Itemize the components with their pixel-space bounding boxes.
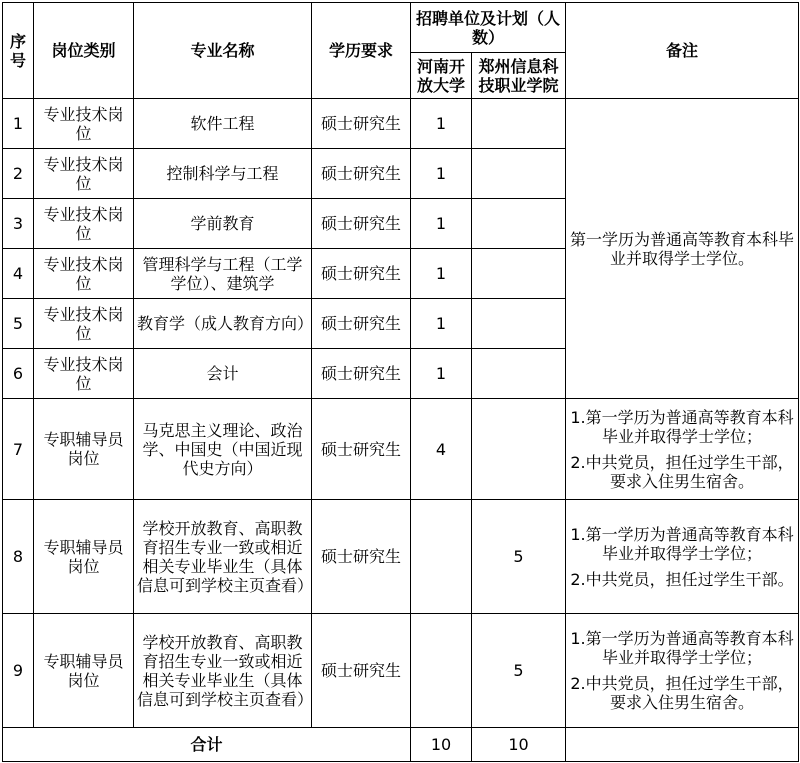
row-no: 3 [3, 199, 34, 249]
header-major: 专业名称 [134, 3, 312, 99]
row-major: 马克思主义理论、政治学、中国史（中国近现代史方向） [134, 399, 312, 500]
remarks-row-8 [566, 500, 799, 614]
row-education: 硕士研究生 [312, 149, 411, 199]
remarks-group-1-6: 第一学历为普通高等教育本科毕业并取得学士学位。 [566, 99, 799, 399]
row-no: 9 [3, 614, 34, 728]
row-no: 5 [3, 299, 34, 349]
row-unit-2-count [472, 399, 566, 500]
row-major: 学校开放教育、高职教育招生专业一致或相近相关专业毕业生（具体信息可到学校主页查看） [134, 500, 312, 614]
row-unit-1-count: 1 [411, 149, 472, 199]
row-major: 学校开放教育、高职教育招生专业一致或相近相关专业毕业生（具体信息可到学校主页查看） [134, 614, 312, 728]
row-category: 专职辅导员岗位 [34, 399, 134, 500]
remarks-line: 2.中共党员，担任过学生干部，要求入住男生宿舍。 [570, 452, 794, 491]
row-no: 6 [3, 349, 34, 399]
table-row [3, 399, 799, 500]
row-unit-1-count [411, 500, 472, 614]
total-remarks [566, 728, 799, 762]
row-unit-1-count: 1 [411, 349, 472, 399]
row-no: 4 [3, 249, 34, 299]
table-row [3, 99, 799, 149]
row-major: 控制科学与工程 [134, 149, 312, 199]
row-category: 专业技术岗位 [34, 249, 134, 299]
remarks-line: 2.中共党员，担任过学生干部，要求入住男生宿舍。 [570, 674, 794, 712]
row-major: 管理科学与工程（工学学位）、建筑学 [134, 249, 312, 299]
row-major: 软件工程 [134, 99, 312, 149]
row-unit-2-count [472, 299, 566, 349]
remarks-line: 2.中共党员，担任过学生干部。 [570, 569, 794, 589]
header-row [3, 3, 799, 53]
row-unit-2-count [472, 149, 566, 199]
row-no: 2 [3, 149, 34, 199]
table-row [3, 614, 799, 728]
header-no: 序号 [3, 3, 34, 99]
remarks-row-9 [566, 614, 799, 728]
header-unit-1: 河南开放大学 [411, 53, 472, 99]
row-unit-2-count [472, 249, 566, 299]
row-unit-2-count [472, 199, 566, 249]
total-unit-1: 10 [411, 728, 472, 762]
row-unit-1-count: 1 [411, 299, 472, 349]
row-unit-1-count: 1 [411, 199, 472, 249]
row-category: 专业技术岗位 [34, 199, 134, 249]
row-category: 专业技术岗位 [34, 149, 134, 199]
row-unit-1-count: 4 [411, 399, 472, 500]
table-row [3, 500, 799, 614]
row-unit-1-count: 1 [411, 99, 472, 149]
row-no: 7 [3, 399, 34, 500]
row-category: 专业技术岗位 [34, 99, 134, 149]
total-row [3, 728, 799, 762]
remarks-line: 1.第一学历为普通高等教育本科毕业并取得学士学位； [570, 524, 794, 563]
total-label: 合计 [3, 728, 411, 762]
row-unit-2-count [472, 349, 566, 399]
row-category: 专职辅导员岗位 [34, 614, 134, 728]
row-no: 1 [3, 99, 34, 149]
row-unit-1-count: 1 [411, 249, 472, 299]
remarks-line: 1.第一学历为普通高等教育本科毕业并取得学士学位； [570, 629, 794, 667]
row-major: 会计 [134, 349, 312, 399]
remarks-row-7 [566, 399, 799, 500]
total-unit-2: 10 [472, 728, 566, 762]
row-major: 学前教育 [134, 199, 312, 249]
header-remarks: 备注 [566, 3, 799, 99]
row-unit-2-count [472, 99, 566, 149]
row-unit-1-count [411, 614, 472, 728]
row-major: 教育学（成人教育方向） [134, 299, 312, 349]
row-education: 硕士研究生 [312, 614, 411, 728]
row-category: 专业技术岗位 [34, 299, 134, 349]
header-plan-group: 招聘单位及计划（人数） [411, 3, 566, 53]
row-unit-2-count: 5 [472, 500, 566, 614]
header-category: 岗位类别 [34, 3, 134, 99]
row-education: 硕士研究生 [312, 249, 411, 299]
row-no: 8 [3, 500, 34, 614]
row-unit-2-count: 5 [472, 614, 566, 728]
row-education: 硕士研究生 [312, 99, 411, 149]
recruitment-table [2, 2, 799, 762]
row-education: 硕士研究生 [312, 500, 411, 614]
row-education: 硕士研究生 [312, 199, 411, 249]
header-education: 学历要求 [312, 3, 411, 99]
remarks-line: 1.第一学历为普通高等教育本科毕业并取得学士学位； [570, 407, 794, 446]
row-education: 硕士研究生 [312, 299, 411, 349]
row-education: 硕士研究生 [312, 399, 411, 500]
row-education: 硕士研究生 [312, 349, 411, 399]
row-category: 专职辅导员岗位 [34, 500, 134, 614]
header-unit-2: 郑州信息科技职业学院 [472, 53, 566, 99]
row-category: 专业技术岗位 [34, 349, 134, 399]
